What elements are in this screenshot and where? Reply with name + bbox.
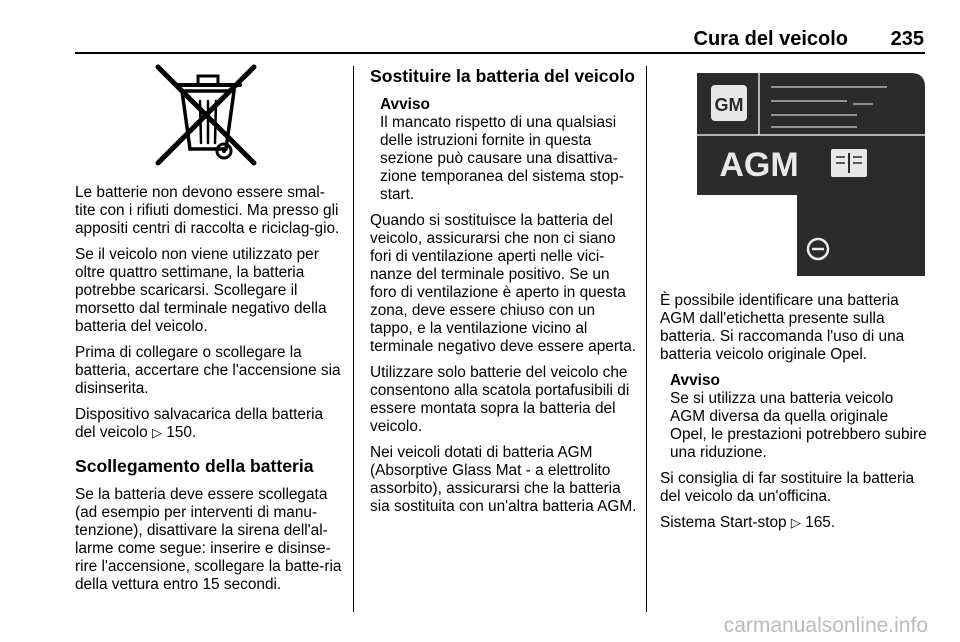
charger-paragraph [75, 406, 345, 442]
manual-book-icon [831, 149, 867, 177]
agm-paragraph: Nei veicoli dotati di batteria AGM (Absorptive Glass Mat - a elettrolito assorbito), assicurarsi che la batteria sia sostituita con un'altra batteria AGM. [370, 444, 637, 515]
agm-label-text: AGM [719, 146, 799, 184]
column-right [660, 292, 928, 540]
startstop-text: Sistema Start-stop [660, 514, 787, 531]
header-rule [75, 52, 925, 54]
workshop-paragraph: Si consiglia di far sostituire la batteria del veicolo da un'officina. [660, 470, 915, 505]
disposal-paragraph: Le batterie non devono essere smal-tite con i rifiuti domestici. Ma presso gli appositi centri di raccolta e riciclag-gio. [75, 184, 340, 237]
column-left [75, 184, 345, 602]
watermark: carmanualsonline.info [723, 614, 928, 637]
notice-box [370, 96, 638, 204]
agm-identify-paragraph: È possibile identificare una batteria AGM dall'etichetta presente sulla batteria. Si raccomanda l'uso di una batteria veicolo originale Opel. [660, 292, 905, 363]
page-ref-arrow-icon: ▷ [152, 425, 163, 440]
charger-page-link[interactable]: 150. [166, 424, 197, 441]
notice-box-2 [660, 372, 928, 462]
agm-battery-label-image [697, 73, 925, 276]
crossed-bin-icon [152, 63, 260, 167]
charger-text: Dispositivo salvacarica della batteria del veicolo [75, 406, 324, 441]
gm-logo-text: GM [714, 95, 744, 115]
notice-text-2: Se si utilizza una batteria veicolo AGM diversa da quella originale Opel, le prestazioni potrebbero subire una riduzione. [670, 390, 927, 461]
startstop-paragraph [660, 514, 928, 532]
column-middle [370, 66, 638, 524]
startstop-page-link[interactable]: 165. [805, 514, 836, 531]
storage-paragraph: Se il veicolo non viene utilizzato per oltre quattro settimane, la batteria potrebbe scaricarsi. Scollegare il morsetto dal terminale negativo della batteria del veicolo. [75, 246, 327, 335]
notice-text: Il mancato rispetto di una qualsiasi delle istruzioni fornite in questa sezione può causare una disattiva-zione temporanea del sistema stop-start. [380, 114, 624, 203]
ignition-paragraph: Prima di collegare o scollegare la batteria, accertare che l'accensione sia disinserita. [75, 344, 341, 397]
fusebox-paragraph: Utilizzare solo batterie del veicolo che consentono alla scatola portafusibili di essere montata sopra la batteria del veicolo. [370, 364, 630, 435]
page-number: 235 [890, 28, 924, 50]
replace-heading: Sostituire la batteria del veicolo [370, 66, 635, 86]
notice-heading: Avviso [380, 96, 430, 113]
column-divider-right [646, 66, 647, 612]
disconnect-heading: Scollegamento della batteria [75, 456, 314, 476]
page-ref-arrow-icon: ▷ [790, 515, 801, 530]
section-title: Cura del veicolo [693, 28, 848, 50]
disconnect-paragraph: Se la batteria deve essere scollegata (ad esempio per interventi di manu-tenzione), disattivare la sirena dell'al-larme come segue: inserire e disinse-rire l'accensione, scollegare la batte-ria della vettura entro 15 secondi. [75, 486, 342, 593]
notice-heading-2: Avviso [670, 372, 720, 389]
column-divider-left [353, 66, 354, 612]
vent-paragraph: Quando si sostituisce la batteria del veicolo, assicurarsi che non ci siano fori di ventilazione aperti nelle vici-nanze del terminale positivo. Se un foro di ventilazione è aperto in questa zona, deve essere chiuso con un tappo, e la ventilazione vicino al terminale negativo deve essere aperta. [370, 212, 637, 355]
